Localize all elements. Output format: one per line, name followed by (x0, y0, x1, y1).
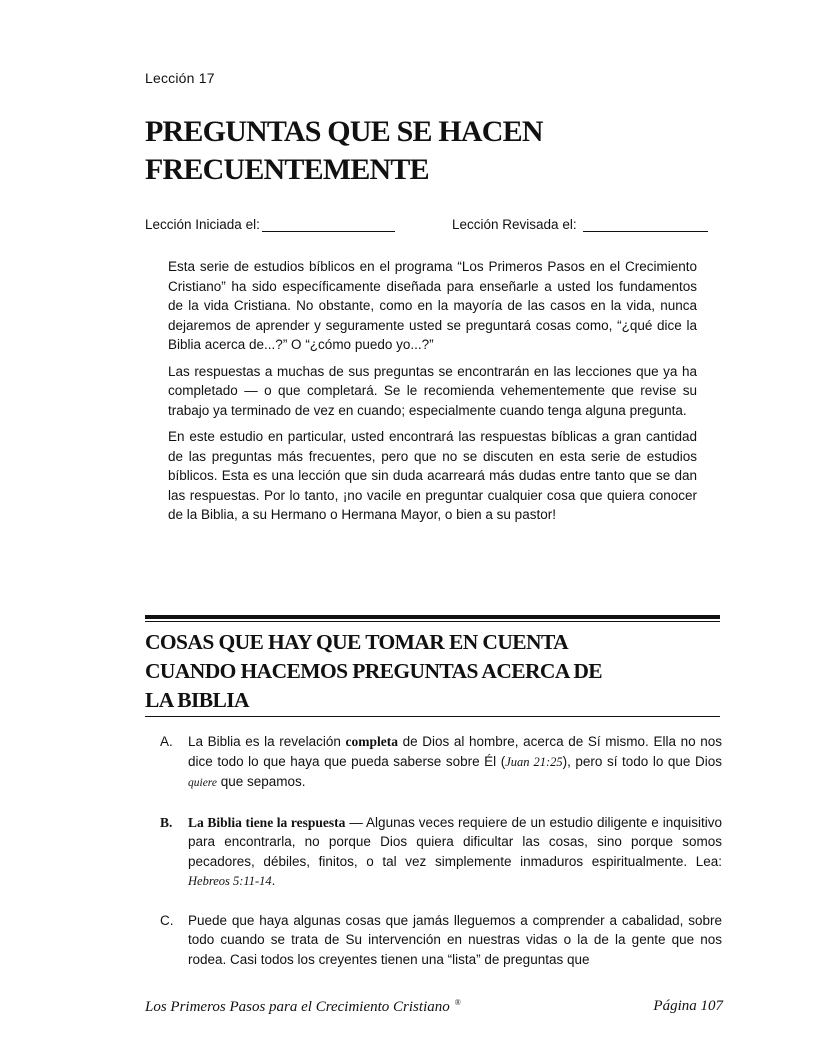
point-text: Puede que haya algunas cosas que jamás lleguemos a comprender a cabalidad, sobre todo cuando se trata de Su intervención en nuestras vidas o la de la gente que nos rodea. Casi todos los creyentes tienen una “lista” de preguntas que (188, 912, 722, 967)
page-title-line-2: FRECUENTEMENTE (145, 153, 429, 186)
list-item (160, 813, 722, 892)
footer-book-title (145, 998, 461, 1016)
date-reviewed-field (452, 217, 708, 232)
point-text: ), pero sí todo lo que Dios (562, 753, 722, 769)
intro-paragraph-3: En este estudio en particular, usted encontrará las respuestas bíblicas a gran cantidad de las preguntas más frecuentes, pero que no se discuten en esta serie de estudios bíblicos. Esta es una lección que sin duda acarreará más dudas entre tanto que se dan las respuestas. Por lo tanto, ¡no vacile en preguntar cualquier cosa que quiera conocer de la Biblia, a su Hermano o Hermana Mayor, o bien a su pastor! (168, 429, 697, 522)
registered-mark: ® (454, 998, 461, 1007)
date-started-field (145, 217, 395, 232)
page-title (145, 113, 725, 189)
list-item-marker: C. (160, 912, 174, 928)
section-divider-thin (145, 621, 720, 622)
point-text: de Dios al hombre, acerca de Sí mismo. Ella no nos dice todo lo que haya que pueda saberse sobre Él ( (188, 734, 722, 769)
page-title-line-1: PREGUNTAS QUE SE HACEN (145, 115, 543, 148)
date-started-label: Lección Iniciada el: (145, 217, 260, 232)
point-strong: completa (345, 734, 398, 749)
section-heading-line-3: LA BIBLIA (145, 688, 249, 712)
date-reviewed-blank[interactable] (583, 217, 708, 232)
point-strong: La Biblia tiene la respuesta (188, 814, 346, 830)
section-heading-line-2: CUANDO HACEMOS PREGUNTAS ACERCA DE (145, 659, 603, 683)
intro-paragraph-2: Las respuestas a muchas de sus preguntas se encontrarán en las lecciones que ya ha completado — o que completará. Se le recomienda vehementemente que revise su trabajo ya terminado de vez en cuando; especialmente cuando tenga alguna pregunta. (168, 363, 697, 418)
point-text: que sepamos. (216, 774, 306, 789)
date-started-blank[interactable] (262, 217, 395, 232)
page-footer (145, 998, 723, 1020)
intro-paragraph-1: Esta serie de estudios bíblicos en el programa “Los Primeros Pasos en el Crecimiento Cristiano” ha sido específicamente diseñada para enseñarle a usted los fundamentos de la vida Cristiana. No obstante, como en la mayoría de las casos en la vida, nunca dejaremos de aprender y seguramente usted se preguntará cosas como, “¿qué dice la Biblia acerca de...?” O “¿cómo puedo yo...?” (168, 259, 697, 352)
section-heading-line-1: COSAS QUE HAY QUE TOMAR EN CUENTA (145, 630, 569, 654)
list-item-marker: B. (160, 814, 173, 830)
list-item (160, 911, 722, 970)
point-text: — Algunas veces requiere de un estudio diligente e inquisitivo para encontrarla, no porque Dios quiera dificultar las cosas, sino porque somos pecadores, débiles, finitos, o tal vez simplemente inmaduros espiritualmente. Lea: (188, 814, 722, 869)
page-number: Página 107 (653, 998, 723, 1014)
date-reviewed-label: Lección Revisada el: (452, 217, 577, 232)
point-text: . (271, 873, 276, 888)
list-item (160, 732, 722, 794)
intro-text (168, 257, 697, 532)
list-item-marker: A. (160, 734, 173, 749)
scripture-reference: Juan 21:25 (505, 754, 563, 769)
footer-book-title-text: Los Primeros Pasos para el Crecimiento Cristiano (145, 999, 450, 1015)
lesson-number: Lección 17 (145, 70, 215, 86)
scripture-reference: Hebreos 5:11-14 (188, 874, 272, 888)
lesson-dates (145, 217, 725, 237)
section-divider-thick (145, 615, 720, 619)
point-text: La Biblia es la revelación (188, 734, 346, 749)
points-list (160, 732, 722, 988)
point-emphasis: quiere (188, 777, 217, 789)
section-heading (145, 628, 720, 717)
